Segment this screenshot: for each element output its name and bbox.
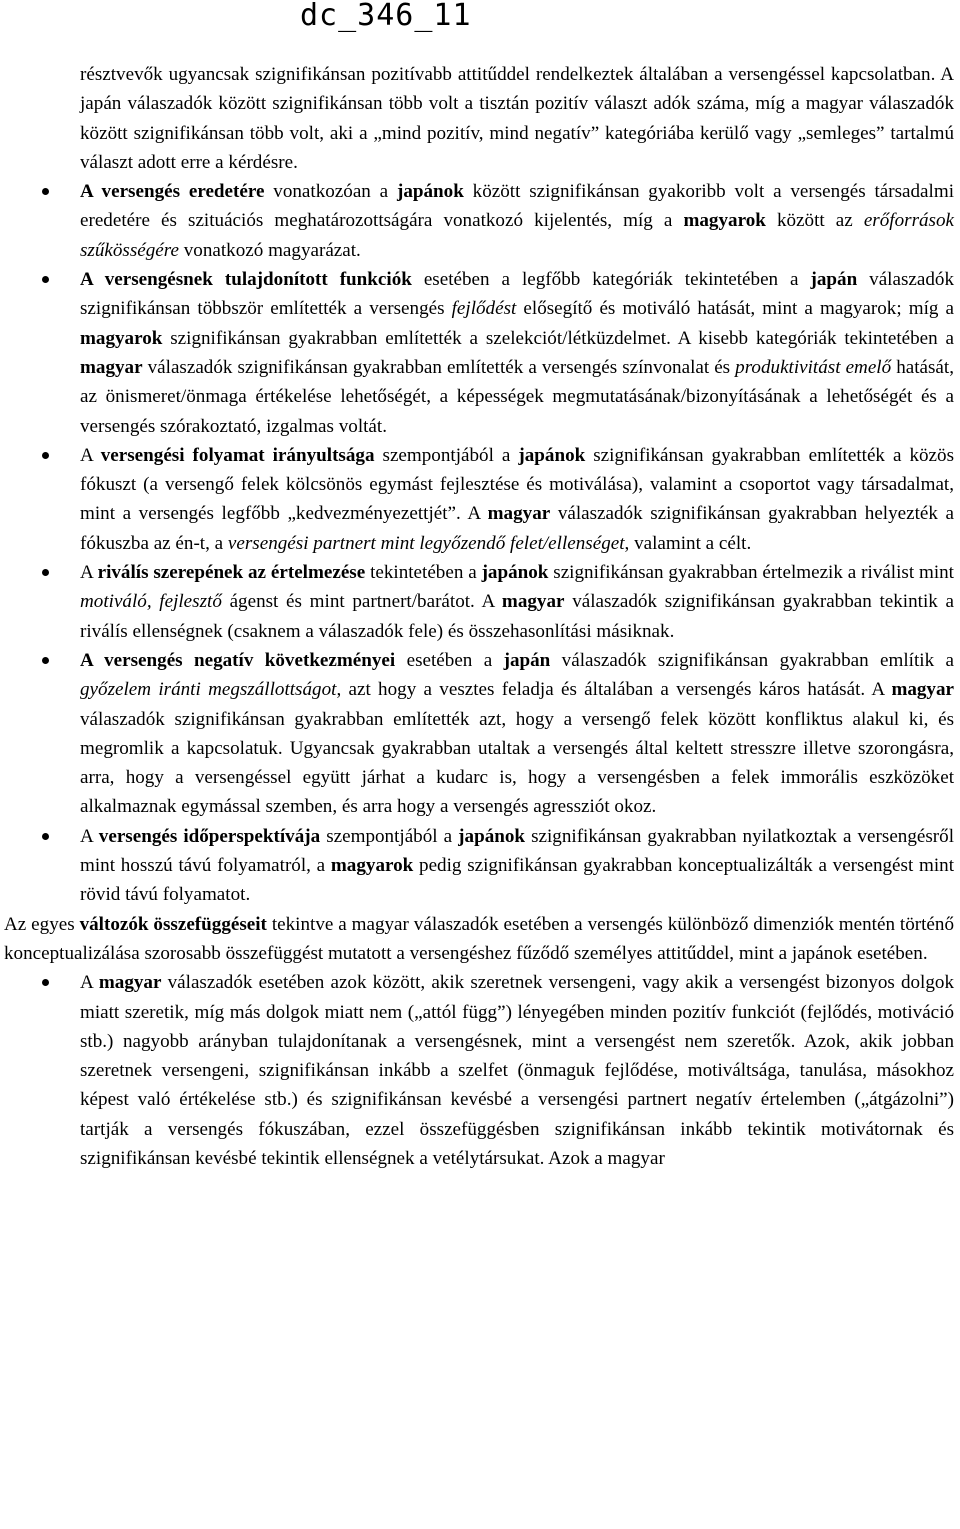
text-run: esetében a — [395, 649, 504, 671]
emphasis-bold: magyar — [487, 503, 551, 525]
text-run: A — [80, 825, 99, 847]
text-run: A — [80, 972, 99, 994]
text-run: válaszadók esetében azok között, akik szeretnek versengeni, vagy akik a versengést bizonyos dolgok miatt szeretik, míg más dolgok miatt nem („attól függ”) lényegében minden pozitív funkciót (fejlődés, motiváció stb.) nagyobb arányban tulajdonítanak a versengésnek, mint a versengést nem szeretők. Azok, akik jobban szeretnek versengeni, szignifikánsan inkább a szelfet (önmaguk fejlődése, motiváltsága, tanulása, másokhoz képest való értékelése stb.) és szignifikánsan kevésbé a versengési partnert negatív értelemben („átgázolni”) tartják a versengés fókuszában, ezzel összefüggésben szignifikánsan inkább tekintik motivátornak és szignifikánsan kevésbé tekintik ellenségnek a vetélytársukat. Azok a magyar — [80, 972, 954, 1169]
bullet-paragraph — [0, 177, 960, 265]
emphasis-bold: japánok — [518, 444, 586, 466]
text-run: Az egyes — [4, 913, 80, 935]
text-run: tekintetében a — [365, 562, 482, 584]
text-run: szignifikánsan gyakrabban említették a szelekciót/létküzdelmet. A kisebb kategóriák tekintetében a — [162, 327, 954, 349]
text-run: válaszadók szignifikánsan gyakrabban említették a versengés színvonalat és — [142, 356, 736, 378]
text-run: tekintve a magyar válaszadók esetében a versengés különböző dimenziók mentén történő konceptualizálása szorosabb összefüggést mutatott a versengéshez fűződő személyes attitűddel, mint a japánok esetében. — [4, 913, 954, 964]
emphasis-bold: magyar — [80, 356, 143, 378]
emphasis-bold: japánok — [481, 562, 549, 584]
text-run: között az — [765, 210, 864, 232]
emphasis-bold: riválís szerepének az értelmezése — [97, 562, 366, 584]
text-run: szignifikánsan gyakrabban értelmezik a riválist mint — [548, 562, 954, 584]
emphasis-italic: motiváló, fejlesztő — [80, 591, 222, 613]
bullet-paragraph — [0, 558, 960, 646]
text-run: vonatkozó magyarázat. — [178, 239, 361, 261]
text-run: pedig szignifikánsan gyakrabban konceptualizálták a versengést mint rövid távú folyamatot. — [80, 855, 955, 906]
text-run: vonatkozóan a — [264, 181, 397, 203]
text-run: szempontjából a — [320, 825, 459, 847]
text-run: válaszadók szignifikánsan többször említették a versengés — [80, 269, 954, 320]
text-run: elősegítő és motiváló hatását, mint a magyarok; míg a — [516, 298, 954, 320]
emphasis-italic: győzelem iránti megszállottságot — [80, 679, 337, 701]
emphasis-italic: fejlődést — [451, 298, 517, 320]
emphasis-bold: A versengés negatív következményei — [80, 649, 396, 671]
emphasis-bold: magyarok — [80, 327, 163, 349]
paragraph — [0, 60, 960, 177]
text-run: , azt hogy a vesztes feladja és általában a versengés káros hatását. A — [336, 679, 892, 701]
text-run: válaszadók szignifikánsan gyakrabban említették azt, hogy a versengő felek között konfliktus alakul ki, és megromlik a kapcsolatuk. Ugyancsak gyakrabban utaltak a versengés által keltett stresszre illetve szorongásra, arra, hogy a versengéssel együtt járhat a kudarc is, hogy a versengésben a felek immorális eszközöket alkalmaznak egymással szemben, és arra hogy a versengés agressziót okoz. — [80, 708, 954, 818]
emphasis-bold: versengés időperspektívája — [98, 825, 321, 847]
emphasis-bold: A versengés eredetére — [80, 181, 265, 203]
text-run: szignifikánsan gyakrabban nyilatkoztak a versengésről mint hosszú távú folyamatról, a — [80, 825, 955, 877]
bullet-paragraph — [0, 441, 960, 558]
text-run: szempontjából a — [374, 444, 519, 466]
document-body — [0, 60, 960, 1173]
emphasis-bold: A versengésnek tulajdonított funkciók — [80, 269, 412, 291]
text-run: A — [80, 562, 98, 584]
emphasis-bold: japán — [810, 269, 858, 291]
text-run: között szignifikánsan gyakoribb volt a versengés társadalmi eredetére és szituációs meghatározottságára vonatkozó kijelentés, míg a — [80, 181, 954, 232]
document-id-header: dc_346_11 — [300, 0, 472, 33]
emphasis-bold: japán — [503, 649, 551, 671]
emphasis-bold: japánok — [458, 825, 526, 847]
emphasis-bold: versengési folyamat irányultsága — [100, 444, 375, 466]
text-run: válaszadók szignifikánsan gyakrabban helyezték a fókuszba az én-t, a — [80, 503, 954, 554]
text-run: esetében a legfőbb kategóriák tekintetében a — [411, 269, 811, 291]
text-run: válaszadók szignifikánsan gyakrabban tekintik a riválís ellenségnek (csaknem a válaszadók fele) és összehasonlítási másiknak. — [80, 591, 954, 642]
text-run: szignifikánsan gyakrabban említették a közös fókuszt (a versengő felek kölcsönös egymást fejlesztése és motiválása), valamint a csoportot vagy társadalmat, mint a versengés legfőbb „kedvezményezettjét”. A — [80, 444, 954, 525]
emphasis-bold: változók összefüggéseit — [79, 913, 267, 935]
text-run: , valamint a célt. — [624, 532, 752, 554]
text-run: ágenst és mint partnert/barátot. A — [221, 591, 502, 613]
text-run: válaszadók szignifikánsan gyakrabban említik a — [550, 649, 954, 671]
bullet-paragraph — [0, 822, 960, 910]
emphasis-italic: versengési partnert mint legyőzendő felet/ellenséget — [227, 532, 625, 554]
emphasis-bold: japánok — [396, 181, 464, 203]
bullet-paragraph — [0, 265, 960, 441]
emphasis-italic: erőforrások szűkösségére — [80, 210, 954, 261]
emphasis-bold: magyar — [891, 679, 955, 701]
bullet-paragraph — [0, 968, 960, 1173]
text-run: A — [80, 444, 101, 466]
bullet-paragraph — [0, 646, 960, 822]
emphasis-bold: magyarok — [683, 210, 766, 232]
emphasis-bold: magyar — [501, 591, 565, 613]
text-run: résztvevők ugyancsak szignifikánsan pozitívabb attitűddel rendelkeztek általában a versengéssel kapcsolatban. A japán válaszadók között szignifikánsan több volt a tisztán pozitív választ adók száma, míg a magyar válaszadók között szignifikánsan több volt, aki a „mind pozitív, mind negatív” kategóriába kerülő vagy „semleges” tartalmú választ adott erre a kérdésre. — [80, 64, 954, 173]
emphasis-italic: produktivitást emelő — [735, 356, 892, 378]
emphasis-bold: magyarok — [330, 855, 414, 877]
emphasis-bold: magyar — [98, 972, 162, 994]
paragraph — [0, 910, 960, 969]
text-run: hatását, az önismeret/önmaga értékelése lehetőségét, a képességek megmutatásának/bizonyításának a lehetőségét és a versengés szórakoztató, izgalmas voltát. — [80, 356, 954, 437]
